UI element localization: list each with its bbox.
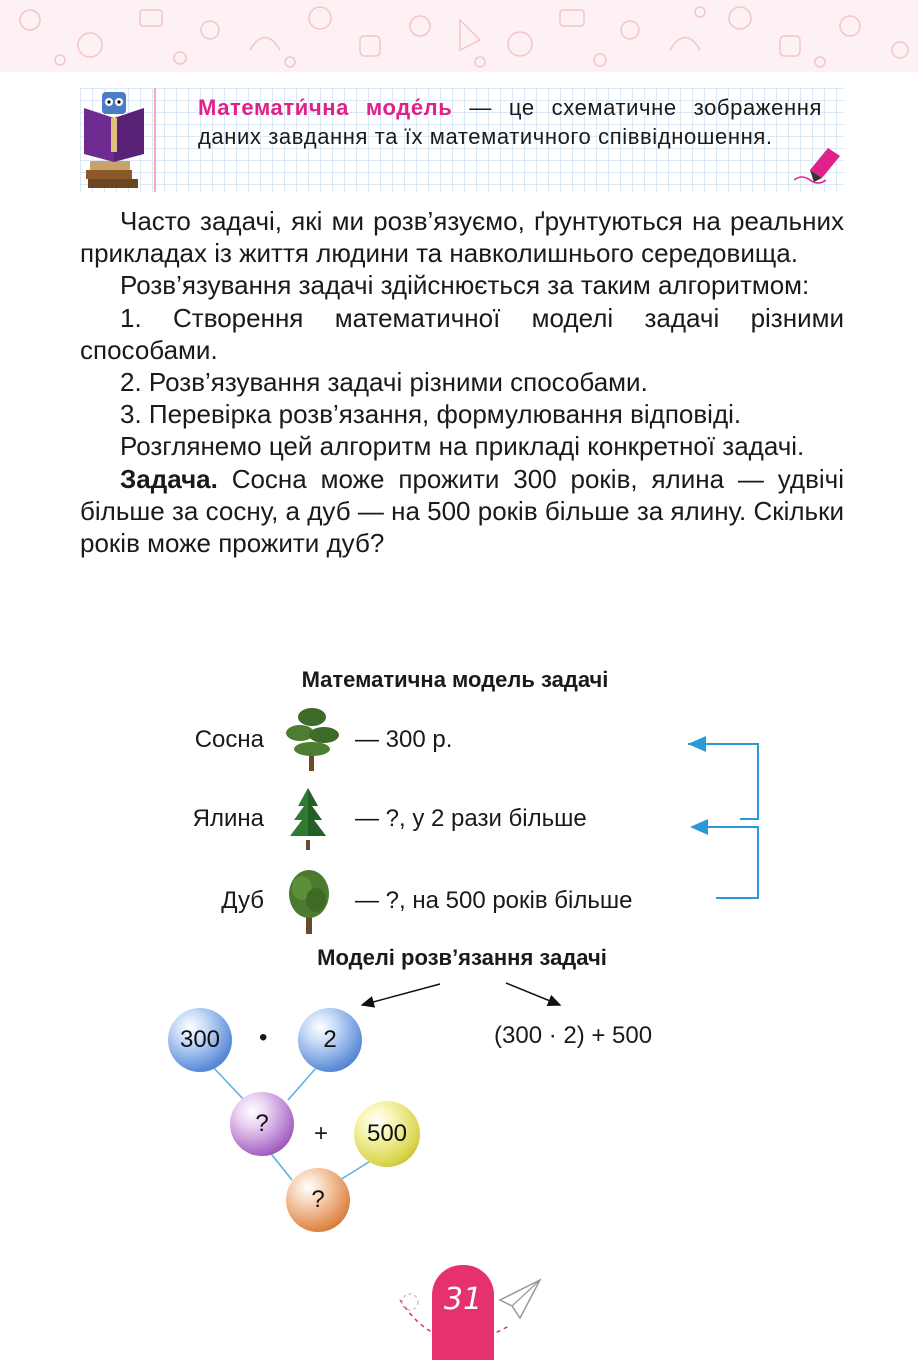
problem-text: Сосна може прожити 300 років, ялина — удвічі більше за сосну, а дуб — на 500 років більше за ялину. Скільки років може прожити дуб? [80, 463, 844, 559]
split-arrow-right [506, 983, 560, 1005]
row-text-pine: — 300 р. [355, 726, 453, 753]
paragraph: Часто задачі, які ми розв’язуємо, ґрунтуються на реальних прикладах із життя людини та навколишнього середовища. [80, 206, 844, 269]
row-label-pine: Сосна [194, 726, 264, 753]
paragraph: Розглянемо цей алгоритм на прикладі конкретної задачі. [120, 431, 805, 462]
paragraph: Розв’язування задачі здійснюється за таким алгоритмом: [120, 270, 810, 301]
row-label-spruce: Ялина [192, 805, 264, 832]
ball-result: ? [286, 1168, 350, 1232]
split-arrow-left [362, 984, 440, 1005]
algorithm-step: 2. Розв’язування задачі різними способами. [120, 367, 648, 398]
solution-formula: (300 · 2) + 500 [494, 1022, 653, 1049]
problem-label: Задача. [120, 463, 218, 494]
ball-500: 500 [354, 1101, 420, 1167]
ball-2: 2 [298, 1008, 362, 1072]
bracket-arrow-lower [692, 827, 758, 898]
definition-term: Математи́чна моде́ль [198, 95, 453, 120]
model-title: Математична модель задачі [301, 667, 609, 692]
ball-300: 300 [168, 1008, 232, 1072]
definition-body: — це схематичне зображення даних завдання та їх математичного співвідношення. [198, 95, 822, 149]
solution-title: Моделі розв’язання задачі [317, 945, 607, 970]
algorithm-step: 3. Перевірка розв’язання, формулювання відповіді. [120, 399, 742, 430]
row-text-oak: — ?, на 500 років більше [355, 887, 633, 914]
multiply-sign: • [259, 1024, 268, 1051]
plus-sign: + [314, 1120, 329, 1147]
row-label-oak: Дуб [221, 887, 264, 914]
algorithm-step: 1. Створення математичної моделі задачі різними способами. [80, 302, 844, 365]
row-text-spruce: — ?, у 2 рази більше [355, 805, 587, 832]
page-number: 31 [443, 1282, 483, 1317]
bracket-arrow-upper [688, 744, 758, 819]
ball-intermediate: ? [230, 1092, 294, 1156]
